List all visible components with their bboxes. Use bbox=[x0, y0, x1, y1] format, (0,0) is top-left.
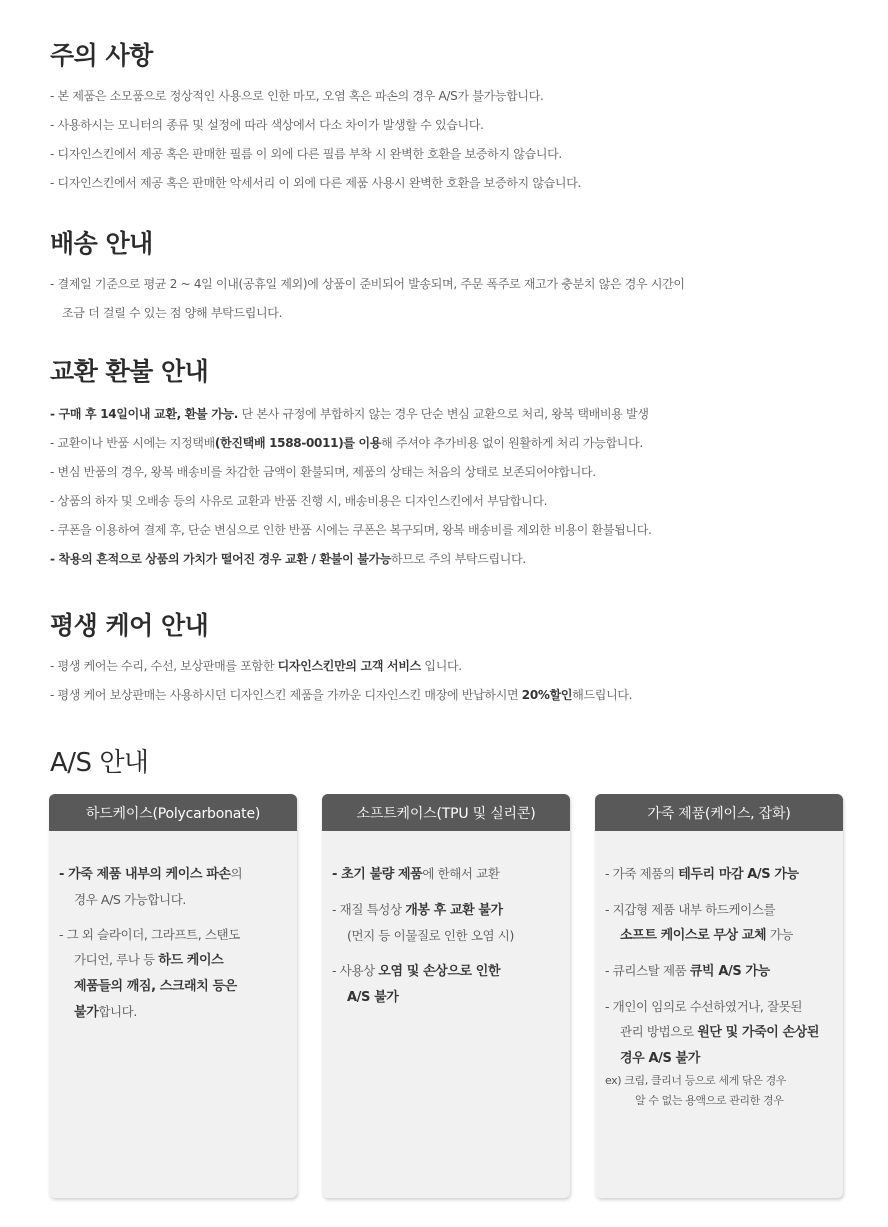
leather-emphasis: 소프트 케이스로 무상 교체 bbox=[620, 928, 767, 943]
hard-case-emphasis: - 가죽 제품 내부의 케이스 파손 bbox=[59, 867, 231, 882]
soft-case-text: 에 한해서 교환 bbox=[422, 866, 500, 881]
exchange-line: - 쿠폰을 이용하여 결제 후, 단순 변심으로 인한 반품 시에는 쿠폰은 복구되며, 왕복 배송비를 제외한 비용이 환불됩니다. bbox=[50, 523, 652, 537]
caution-line: - 디자인스킨에서 제공 혹은 판매한 악세서리 이 외에 다른 제품 사용시 완벽한 호환을 보증하지 않습니다. bbox=[50, 176, 582, 190]
leather-emphasis: 원단 및 가죽이 손상된 bbox=[697, 1025, 820, 1040]
soft-case-emphasis: 개봉 후 교환 불가 bbox=[405, 903, 503, 918]
as-cards bbox=[49, 794, 845, 1198]
hard-case-text: 가디언, 루나 등 bbox=[74, 952, 159, 967]
care-line bbox=[50, 652, 868, 681]
caution-title: 주의 사항 bbox=[50, 41, 153, 70]
leather-note-cont: 알 수 없는 용액으로 관리한 경우 bbox=[635, 1094, 784, 1107]
exchange-line bbox=[50, 429, 868, 458]
care-emphasis: 20%할인 bbox=[521, 688, 573, 702]
exchange-emphasis: - 구매 후 14일이내 교환, 환불 가능. bbox=[50, 407, 239, 421]
caution-section bbox=[50, 36, 868, 198]
leather-card bbox=[595, 794, 843, 1198]
care-emphasis: 디자인스킨만의 고객 서비스 bbox=[277, 659, 421, 673]
soft-case-card bbox=[322, 794, 570, 1198]
caution-line: - 디자인스킨에서 제공 혹은 판매한 필름 이 외에 다른 필름 부착 시 완벽한 호환을 보증하지 않습니다. bbox=[50, 147, 562, 161]
hard-case-header: 하드케이스(Polycarbonate) bbox=[49, 794, 297, 831]
hard-case-emphasis: 제품들의 깨짐, 스크래치 등은 bbox=[74, 979, 237, 994]
hard-case-item-cont: 경우 A/S 가능합니다. bbox=[74, 892, 186, 907]
soft-case-text: - 사용상 bbox=[332, 963, 379, 978]
shipping-title: 배송 안내 bbox=[50, 229, 153, 258]
leather-item: - 지갑형 제품 내부 하드케이스를 bbox=[605, 902, 776, 917]
exchange-emphasis: (한진택배 1588-0011)를 이용 bbox=[214, 436, 382, 450]
exchange-line bbox=[50, 400, 868, 429]
leather-item: - 개인이 임의로 수선하였거나, 잘못된 bbox=[605, 999, 803, 1014]
leather-item bbox=[605, 958, 833, 984]
soft-case-item bbox=[332, 861, 560, 887]
exchange-line bbox=[50, 545, 868, 574]
soft-case-emphasis: A/S 불가 bbox=[347, 990, 399, 1005]
leather-note: ex) 크림, 클리너 등으로 세게 닦은 경우 bbox=[605, 1074, 787, 1087]
leather-item-cont bbox=[605, 1045, 833, 1071]
exchange-title: 교환 환불 안내 bbox=[50, 357, 209, 386]
soft-case-header: 소프트케이스(TPU 및 실리콘) bbox=[322, 794, 570, 831]
hard-case-item-cont bbox=[59, 973, 287, 999]
hard-case-card bbox=[49, 794, 297, 1198]
exchange-line: - 상품의 하자 및 오배송 등의 사유로 교환과 반품 진행 시, 배송비용은 디자인스킨에서 부담합니다. bbox=[50, 494, 548, 508]
leather-item bbox=[605, 861, 833, 887]
exchange-line: - 변심 반품의 경우, 왕복 배송비를 차감한 금액이 환불되며, 제품의 상태는 처음의 상태로 보존되어야합니다. bbox=[50, 465, 596, 479]
care-text: 해드립니다. bbox=[572, 688, 633, 702]
care-text: - 평생 케어는 수리, 수선, 보상판매를 포함한 bbox=[50, 659, 278, 673]
leather-text: 가능 bbox=[766, 927, 794, 942]
leather-text: 관리 방법으로 bbox=[620, 1024, 698, 1039]
care-text: - 평생 케어 보상판매는 사용하시던 디자인스킨 제품을 가까운 디자인스킨 매장에 반납하시면 bbox=[50, 688, 522, 702]
hard-case-text: 합니다. bbox=[98, 1004, 137, 1019]
leather-item-cont bbox=[605, 1019, 833, 1045]
shipping-section bbox=[50, 224, 868, 328]
exchange-emphasis: - 착용의 흔적으로 상품의 가치가 떨어진 경우 교환 / 환불이 불가능 bbox=[50, 552, 392, 566]
exchange-text: 하므로 주의 부탁드립니다. bbox=[391, 552, 526, 566]
soft-case-item-cont bbox=[332, 984, 560, 1010]
care-line bbox=[50, 681, 868, 710]
exchange-text: 해 주셔야 추가비용 없이 원활하게 처리 가능합니다. bbox=[381, 436, 643, 450]
hard-case-emphasis: 불가 bbox=[74, 1005, 99, 1020]
hard-case-item bbox=[59, 861, 287, 887]
leather-emphasis: 큐빅 A/S 가능 bbox=[689, 964, 770, 979]
hard-case-text: 의 bbox=[230, 866, 243, 881]
as-section bbox=[50, 742, 868, 779]
leather-text: - 큐리스탈 제품 bbox=[605, 963, 690, 978]
shipping-line: - 결제일 기준으로 평균 2 ~ 4일 이내(공휴일 제외)에 상품이 준비되어 발송되며, 주문 폭주로 재고가 충분치 않은 경우 시간이 bbox=[50, 277, 685, 291]
soft-case-text: - 재질 특성상 bbox=[332, 902, 406, 917]
care-title: 평생 케어 안내 bbox=[50, 611, 209, 640]
hard-case-item-cont bbox=[59, 947, 287, 973]
shipping-line-cont: 조금 더 걸릴 수 있는 점 양해 부탁드립니다. bbox=[62, 306, 283, 320]
caution-line: - 사용하시는 모니터의 종류 및 설정에 따라 색상에서 다소 차이가 발생할 수 있습니다. bbox=[50, 118, 484, 132]
soft-case-item-cont: (먼지 등 이물질로 인한 오염 시) bbox=[347, 928, 514, 943]
leather-emphasis: 경우 A/S 불가 bbox=[620, 1051, 700, 1066]
care-section bbox=[50, 606, 868, 710]
hard-case-item-cont bbox=[59, 999, 287, 1025]
soft-case-item bbox=[332, 958, 560, 984]
as-title: A/S 안내 bbox=[50, 748, 149, 778]
exchange-text: 단 본사 규정에 부합하지 않는 경우 단순 변심 교환으로 처리, 왕복 택배비용 발생 bbox=[238, 407, 649, 421]
soft-case-emphasis: 오염 및 손상으로 인한 bbox=[378, 964, 501, 979]
caution-line: - 본 제품은 소모품으로 정상적인 사용으로 인한 마모, 오염 혹은 파손의 경우 A/S가 불가능합니다. bbox=[50, 89, 544, 103]
leather-item-cont bbox=[605, 922, 833, 948]
soft-case-emphasis: - 초기 불량 제품 bbox=[332, 867, 423, 882]
leather-text: - 가죽 제품의 bbox=[605, 866, 679, 881]
exchange-section bbox=[50, 352, 868, 574]
hard-case-item: - 그 외 슬라이더, 그라프트, 스탠도 bbox=[59, 927, 240, 942]
care-text: 입니다. bbox=[420, 659, 462, 673]
leather-emphasis: 테두리 마감 A/S 가능 bbox=[678, 867, 799, 882]
leather-header: 가죽 제품(케이스, 잡화) bbox=[595, 794, 843, 831]
soft-case-item bbox=[332, 897, 560, 923]
hard-case-emphasis: 하드 케이스 bbox=[158, 953, 224, 968]
exchange-text: - 교환이나 반품 시에는 지정택배 bbox=[50, 436, 215, 450]
